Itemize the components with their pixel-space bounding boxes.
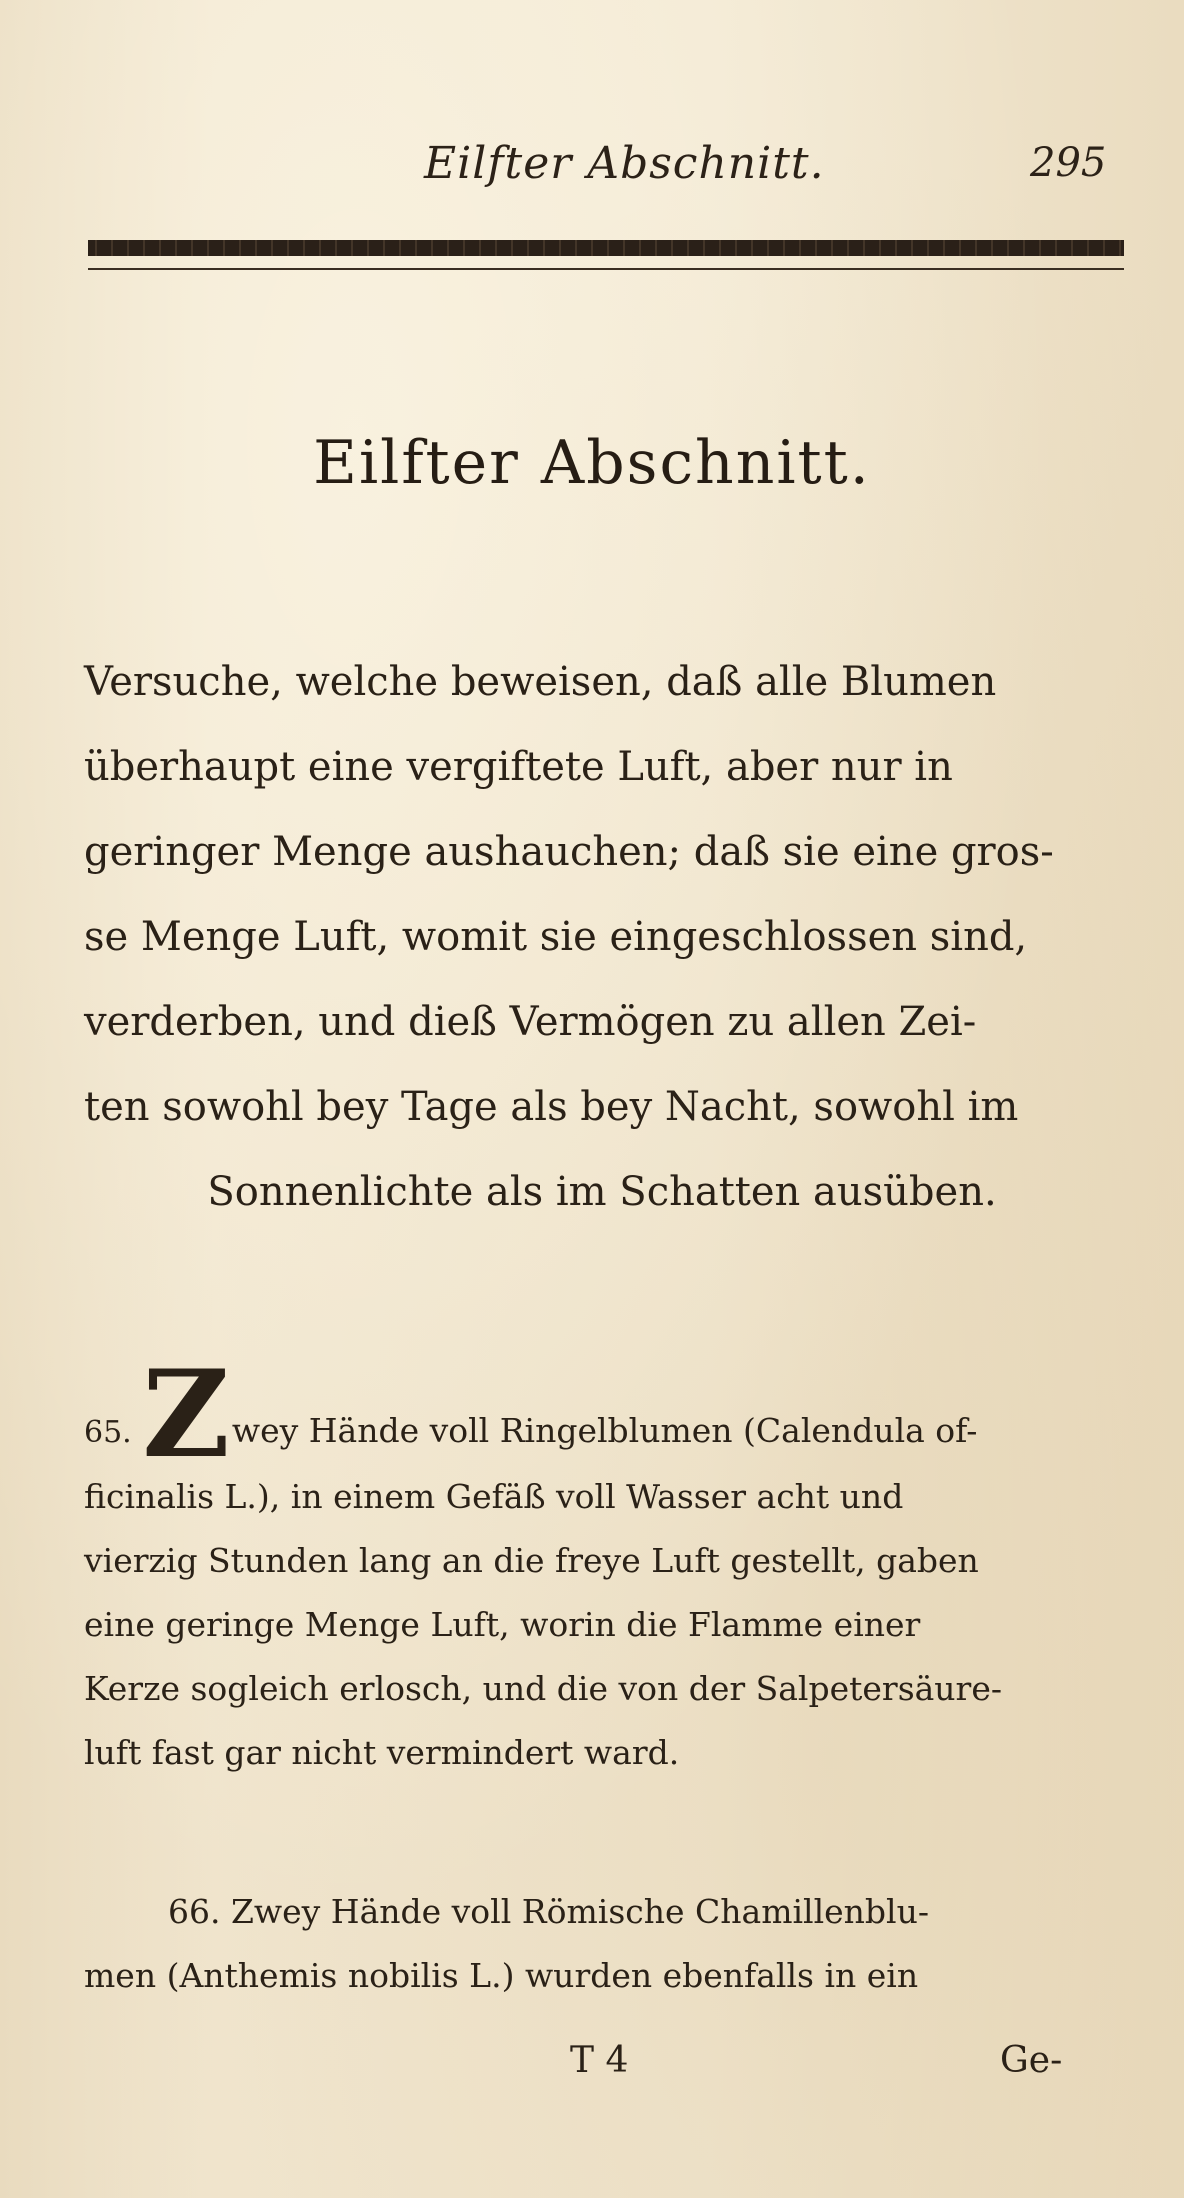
signature-mark: T 4	[570, 2040, 629, 2081]
paragraph-line: vierzig Stunden lang an die freye Luft gestellt, gaben	[84, 1541, 979, 1580]
section-title: Eilfter Abschnitt.	[313, 428, 871, 498]
paragraph-line: men (Anthemis nobilis L.) wurden ebenfalls in ein	[84, 1956, 919, 1995]
paragraph-number: 65.	[84, 1415, 132, 1450]
paragraph-line: 66. Zwey Hände voll Römische Chamillenblu-	[168, 1892, 930, 1931]
section-summary	[84, 640, 1120, 1235]
summary-line: geringer Menge aushauchen; daß sie eine gros-	[84, 829, 1054, 875]
paragraph-line: eine geringe Menge Luft, worin die Flamme einer	[84, 1605, 921, 1644]
running-head: Eilfter Abschnitt.	[424, 138, 825, 189]
paragraph-line	[84, 1344, 1120, 1485]
header-rule-thick	[88, 240, 1124, 256]
paragraph-line: Kerze sogleich erlosch, und die von der Salpetersäure-	[84, 1669, 1003, 1708]
page-number: 295	[1030, 140, 1107, 186]
paragraph-line: ficinalis L.), in einem Gefäß voll Wasser acht und	[84, 1477, 904, 1516]
paragraph-66	[84, 1880, 1120, 2008]
catchword: Ge-	[1000, 2040, 1063, 2081]
drop-initial: Z	[142, 1344, 230, 1485]
header-rule-thin	[88, 268, 1124, 270]
summary-line: ten sowohl bey Tage als bey Nacht, sowohl im	[84, 1084, 1019, 1130]
summary-line: Sonnenlichte als im Schatten ausüben.	[207, 1169, 997, 1215]
summary-line: se Menge Luft, womit sie eingeschlossen sind,	[84, 914, 1028, 960]
paragraph-line: luft fast gar nicht vermindert ward.	[84, 1733, 680, 1772]
summary-line: verderben, und dieß Vermögen zu allen Zei-	[84, 999, 977, 1045]
summary-line: überhaupt eine vergiftete Luft, aber nur in	[84, 744, 953, 790]
paragraph-65	[84, 1344, 1120, 1785]
summary-line: Versuche, welche beweisen, daß alle Blumen	[84, 659, 997, 705]
paragraph-text: wey Hände voll Ringelblumen (Calendula of-	[231, 1411, 978, 1450]
